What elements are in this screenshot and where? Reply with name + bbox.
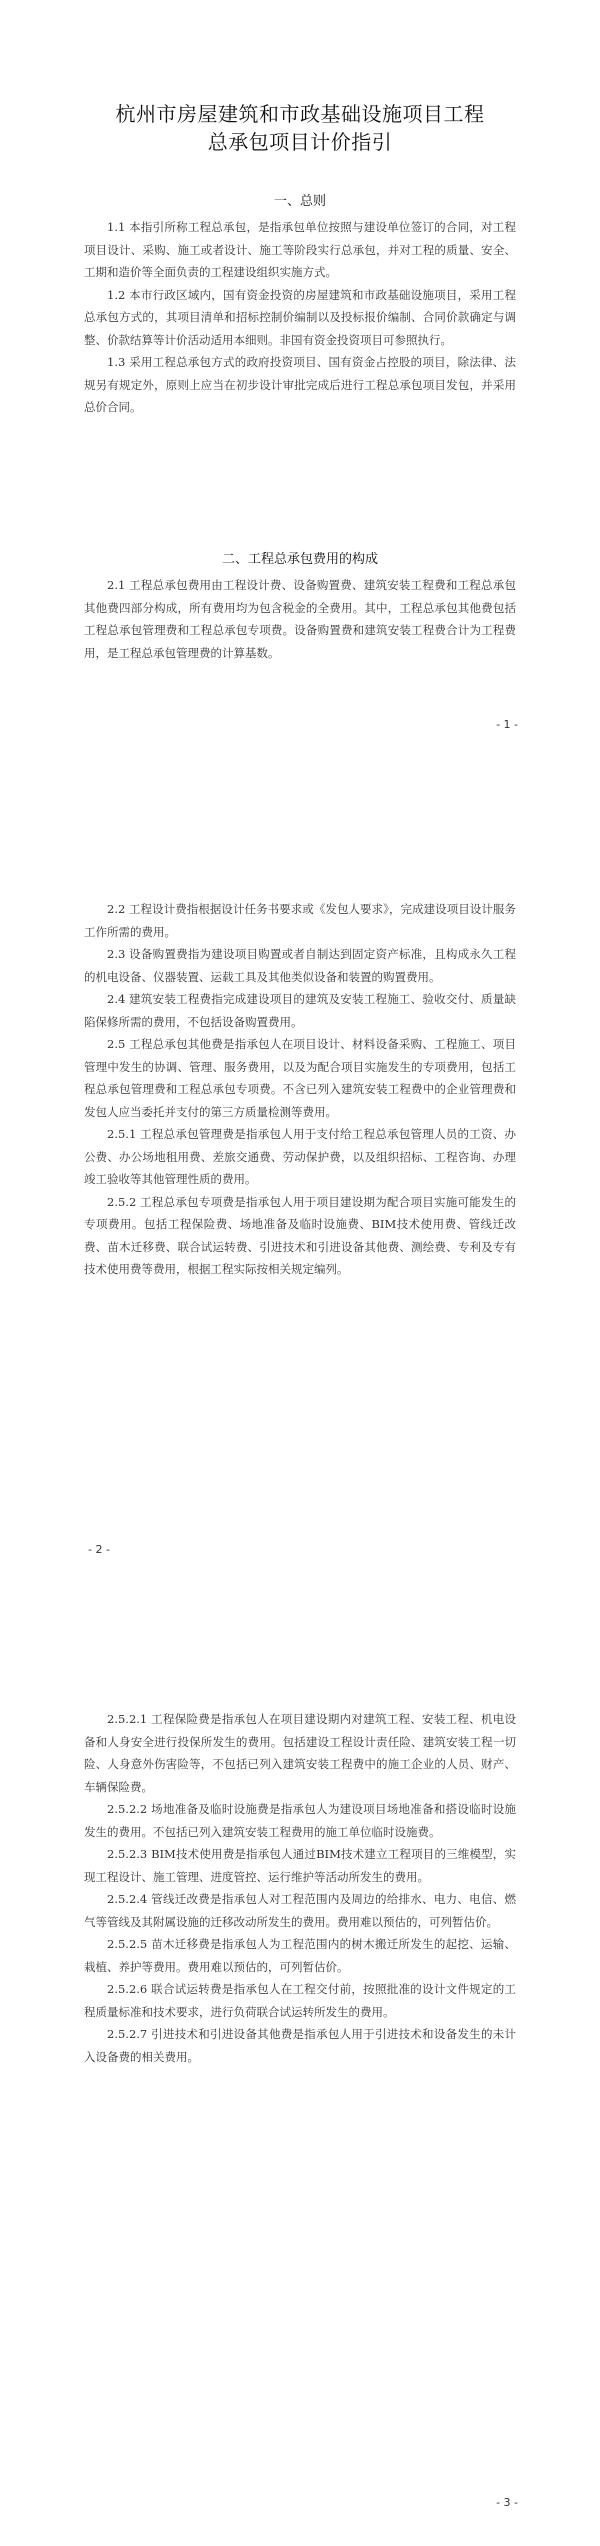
paragraph-2-1: 2.1 工程总承包费用由工程设计费、设备购置费、建筑安装工程费和工程总承包其他费四部分构成，所有费用均为包含税金的全费用。其中，工程总承包其他费包括工程总承包管理费和工程总承包专项费。设备购置费和建筑安装工程费合计为工程费用，是工程总承包管理费的计算基数。 bbox=[84, 578, 516, 660]
paragraph-1-1: 1.1 本指引所称工程总承包，是指承包单位按照与建设单位签订的合同，对工程项目设计、采购、施工或者设计、施工等阶段实行总承包，并对工程的质量、安全、工期和造价等全面负责的工程建设组织实施方式。 bbox=[84, 220, 516, 279]
title-line-1: 杭州市房屋建筑和市政基础设施项目工程 bbox=[115, 102, 485, 126]
page-3-body bbox=[84, 1708, 516, 2068]
paragraph-2-4: 2.4 建筑安装工程费指完成建设项目的建筑及安装工程施工、验收交付、质量缺陷保修所需的费用，不包括设备购置费用。 bbox=[84, 992, 516, 1029]
page-3 bbox=[0, 1670, 600, 2546]
page-number: - 1 - bbox=[496, 718, 518, 731]
title-line-2: 总承包项目计价指引 bbox=[207, 130, 393, 154]
page-number: - 2 - bbox=[88, 1543, 110, 1556]
page-number: - 3 - bbox=[496, 2496, 518, 2509]
paragraph-2-5-2-4: 2.5.2.4 管线迁改费是指承包人对工程范围内及周边的给排水、电力、电信、燃气等管线及其附属设施的迁移改动所发生的费用。费用难以预估的，可列暂估价。 bbox=[84, 1892, 516, 1929]
paragraph-2-3: 2.3 设备购置费指为建设项目购置或者自制达到固定资产标准，且构成永久工程的机电设备、仪器装置、运载工具及其他类似设备和装置的购置费用。 bbox=[84, 947, 516, 984]
section-general-body bbox=[84, 216, 516, 419]
paragraph-2-5: 2.5 工程总承包其他费是指承包人在项目设计、材料设备采购、工程施工、项目管理中发生的协调、管理、服务费用，以及为配合项目实施发生的专项费用，包括工程总承包管理费和工程总承包专项费。不含已列入建筑安装工程费中的企业管理费和发包人应当委托并支付的第三方质量检测等费用。 bbox=[84, 1037, 516, 1119]
paragraph-2-5-2: 2.5.2 工程总承包专项费是指承包人用于项目建设期为配合项目实施可能发生的专项费用。包括工程保险费、场地准备及临时设施费、BIM技术使用费、管线迁改费、苗木迁移费、联合试运转费、引进技术和引进设备其他费、测绘费、专利及专有技术使用费等费用，根据工程实际按相关规定编列。 bbox=[84, 1194, 516, 1276]
page-2 bbox=[0, 820, 600, 1670]
page-1 bbox=[0, 0, 600, 820]
paragraph-1-2: 1.2 本市行政区域内，国有资金投资的房屋建筑和市政基础设施项目，采用工程总承包方式的，其项目清单和招标控制价编制以及投标报价编制、合同价款确定与调整、价款结算等计价活动适用本细则。非国有资金投资项目可参照执行。 bbox=[84, 287, 516, 347]
paragraph-1-3: 1.3 采用工程总承包方式的政府投资项目、国有资金占控股的项目，除法律、法规另有规定外，原则上应当在初步设计审批完成后进行工程总承包项目发包，并采用总价合同。 bbox=[84, 355, 516, 414]
paragraph-2-5-1: 2.5.1 工程总承包管理费是指承包人用于支付给工程总承包管理人员的工资、办公费、办公场地租用费、差旅交通费、劳动保护费，以及组织招标、工程咨询、办理竣工验收等其他管理性质的费用。 bbox=[84, 1127, 516, 1186]
paragraph-2-5-2-2: 2.5.2.2 场地准备及临时设施费是指承包人为建设项目场地准备和搭设临时设施发生的费用。不包括已列入建筑安装工程费用的施工单位临时设施费。 bbox=[84, 1802, 516, 1839]
paragraph-2-2: 2.2 工程设计费指根据设计任务书要求或《发包人要求》，完成建设项目设计服务工作所需的费用。 bbox=[84, 902, 516, 939]
document-title bbox=[0, 100, 600, 156]
paragraph-2-5-2-7: 2.5.2.7 引进技术和引进设备其他费是指承包人用于引进技术和设备发生的未计入设备费的相关费用。 bbox=[84, 2027, 516, 2064]
section-cost-body bbox=[84, 574, 516, 664]
section-heading-general: 一、总则 bbox=[273, 194, 326, 209]
paragraph-2-5-2-6: 2.5.2.6 联合试运转费是指承包人在工程交付前，按照批准的设计文件规定的工程质量标准和技术要求，进行负荷联合试运转所发生的费用。 bbox=[84, 1982, 516, 2019]
paragraph-2-5-2-3: 2.5.2.3 BIM技术使用费是指承包人通过BIM技术建立工程项目的三维模型，实现工程设计、施工管理、进度管控、运行维护等活动所发生的费用。 bbox=[84, 1847, 516, 1884]
page-2-body bbox=[84, 898, 516, 1281]
paragraph-2-5-2-5: 2.5.2.5 苗木迁移费是指承包人为工程范围内的树木搬迁所发生的起挖、运输、栽植、养护等费用。费用难以预估的，可列暂估价。 bbox=[84, 1937, 516, 1974]
section-heading-cost-composition: 二、工程总承包费用的构成 bbox=[221, 552, 378, 567]
paragraph-2-5-2-1: 2.5.2.1 工程保险费是指承包人在项目建设期内对建筑工程、安装工程、机电设备和人身安全进行投保所发生的费用。包括建设工程设计责任险、建筑安装工程一切险、人身意外伤害险等，不包括已列入建筑安装工程费中的施工企业的人员、财产、车辆保险费。 bbox=[84, 1712, 516, 1794]
